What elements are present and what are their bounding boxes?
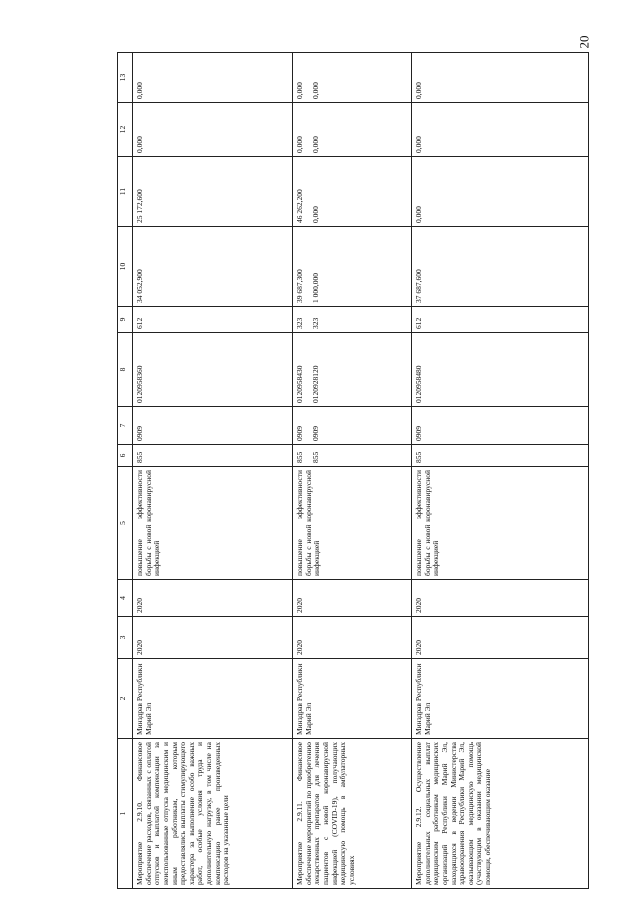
grbs-code-cell (293, 445, 412, 467)
target-article-code: 0120928120 (310, 365, 320, 403)
budget-table (117, 52, 589, 889)
expense-type-code: 323 (295, 317, 304, 329)
section-code: 0909 (295, 426, 304, 441)
executor: Минздрав Республики Марий Эл (412, 659, 589, 739)
amount-value: 0,000 (295, 136, 304, 153)
target-article-code: 0120958360 (133, 333, 293, 407)
amount-value: 0,000 (295, 82, 304, 99)
amount-value: 0,000 (412, 53, 589, 103)
measure-description: Мероприятие 2.9.12. Осуществление дополнительных социальных выплат медицинским работникам медицинских организаций Республики Марий Эл, находящихся в ведении Министерства здравоохранения Республики Марий Эл, оказывающим медицинскую помощь (участвующим в оказании медицинской помощи, обеспечивающим оказание (412, 739, 589, 889)
rotated-table-wrapper (117, 53, 595, 889)
grbs-code: 855 (412, 445, 589, 467)
grbs-code: 855 (310, 451, 320, 463)
target-article-code-cell (293, 333, 412, 407)
amount-value: 25 172,600 (133, 157, 293, 227)
header-row (118, 53, 133, 889)
amount-value: 0,000 (133, 103, 293, 157)
amount-value: 0,000 (310, 206, 320, 223)
header-cell: 13 (118, 53, 133, 103)
amount-value: 37 687,600 (412, 227, 589, 307)
header-cell: 3 (118, 617, 133, 659)
header-cell: 7 (118, 407, 133, 445)
grbs-code: 855 (295, 451, 304, 463)
section-code-cell (293, 407, 412, 445)
table-row (133, 53, 293, 889)
amount-value: 0,000 (310, 136, 320, 153)
amount-value: 0,000 (412, 103, 589, 157)
header-cell: 9 (118, 307, 133, 333)
amount-value: 1 000,000 (310, 273, 320, 303)
page-number: 20 (576, 35, 592, 49)
header-cell: 8 (118, 333, 133, 407)
amount-value: 0,000 (133, 53, 293, 103)
expected-result: повышение эффективности борьбы с новой коронавирусной инфекцией (293, 467, 412, 580)
amount-value: 0,000 (412, 157, 589, 227)
amount-cell (293, 157, 412, 227)
start-year: 2020 (412, 617, 589, 659)
executor: Минздрав Республики Марий Эл (133, 659, 293, 739)
end-year: 2020 (412, 580, 589, 617)
amount-value: 39 687,300 (295, 269, 304, 303)
expected-result: повышение эффективности борьбы с новой коронавирусной инфекцией (412, 467, 589, 580)
section-code: 0909 (310, 426, 320, 441)
header-cell: 2 (118, 659, 133, 739)
expense-type-code-cell (293, 307, 412, 333)
table-row (293, 53, 412, 889)
section-code: 0909 (133, 407, 293, 445)
amount-cell (293, 227, 412, 307)
header-cell: 11 (118, 157, 133, 227)
amount-value: 34 052,900 (133, 227, 293, 307)
end-year: 2020 (133, 580, 293, 617)
executor: Минздрав Республики Марий Эл (293, 659, 412, 739)
amount-value: 0,000 (310, 82, 320, 99)
header-cell: 5 (118, 467, 133, 580)
amount-value: 46 262,200 (295, 189, 304, 223)
end-year: 2020 (293, 580, 412, 617)
measure-description: Мероприятие 2.9.11. Финансовое обеспечение мероприятий по приобретению лекарственных препаратов для лечения пациентов с новой коронавирусной инфекцией (COVID-19), получающих медицинскую помощь в амбулаторных условиях (293, 739, 412, 889)
header-cell: 1 (118, 739, 133, 889)
measure-description: Мероприятие 2.9.10. Финансовое обеспечение расходов, связанных с оплатой отпусков и выплатой компенсации за неиспользованные отпуска медицинским и иным работникам, которым предоставлялись выплаты стимулирующего характера за выполнение особо важных работ, особые условия труда и дополнительную нагрузку, в том числе на компенсацию ранее произведенных расходов на указанные цели (133, 739, 293, 889)
expected-result: повышение эффективности борьбы с новой коронавирусной инфекцией (133, 467, 293, 580)
expense-type-code: 323 (310, 317, 320, 329)
start-year: 2020 (133, 617, 293, 659)
section-code: 0909 (412, 407, 589, 445)
header-cell: 6 (118, 445, 133, 467)
target-article-code: 0120958480 (412, 333, 589, 407)
grbs-code: 855 (133, 445, 293, 467)
expense-type-code: 612 (412, 307, 589, 333)
header-cell: 10 (118, 227, 133, 307)
target-article-code: 0120958430 (295, 365, 304, 403)
expense-type-code: 612 (133, 307, 293, 333)
table-row (412, 53, 589, 889)
amount-cell (293, 53, 412, 103)
header-cell: 12 (118, 103, 133, 157)
header-cell: 4 (118, 580, 133, 617)
start-year: 2020 (293, 617, 412, 659)
amount-cell (293, 103, 412, 157)
